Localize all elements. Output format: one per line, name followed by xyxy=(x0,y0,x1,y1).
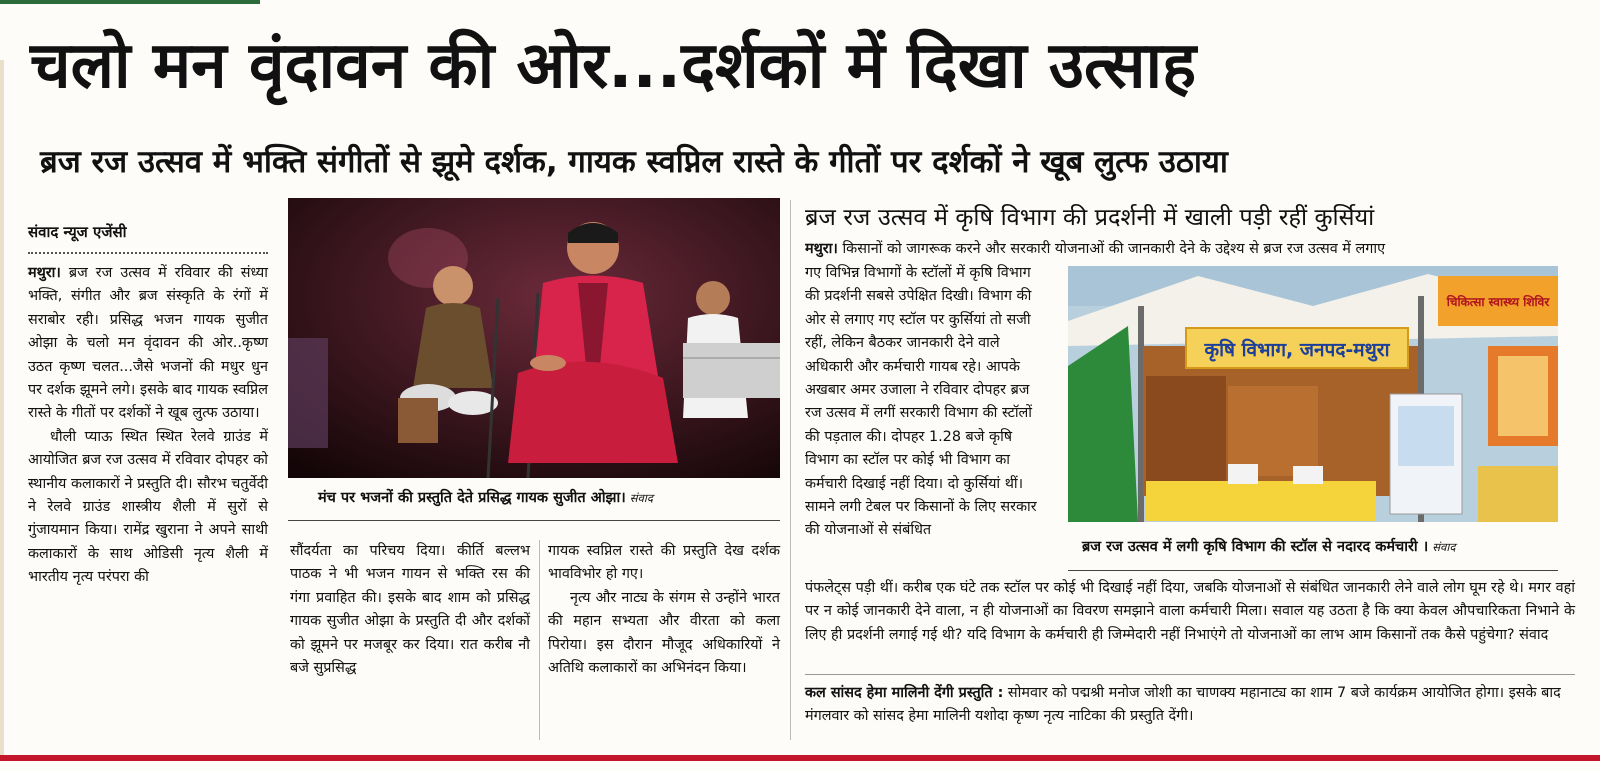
singer-photo-illustration xyxy=(288,198,780,478)
caption-divider xyxy=(288,520,780,521)
byline-divider xyxy=(28,252,268,254)
caption-text-2: ब्रज रज उत्सव में लगी कृषि विभाग की स्टॉल से नदारद कर्मचारी । xyxy=(1082,539,1429,555)
health-camp-banner-text: चिकित्सा स्वास्थ्य शिविर xyxy=(1446,295,1550,309)
byline: संवाद न्यूज एजेंसी xyxy=(28,223,127,241)
column-divider xyxy=(539,540,540,740)
article2-body: गए विभिन्न विभागों के स्टॉलों में कृषि विभाग की प्रदर्शनी सबसे उपेक्षित दिखी। विभाग की ओर से लगाए गए स्टॉल पर कुर्सियां तो सजी रहीं, लेकिन बैठकर जानकारी देने वाले अधिकारी और कर्मचारी गायब रहे। आपके अखबार अमर उजाला ने रविवार दोपहर ब्रज रज उत्सव में लगीं सरकारी विभाग की स्टॉलों की पड़ताल की। दोपहर 1.28 बजे कृषि विभाग का स्टॉल पर कोई भी विभाग का कर्मचारी दिखाई नहीं दिया। दो कुर्सियां थीं। सामने लगी टेबल पर किसानों के लिए सरकार की योजनाओं से संबंधित xyxy=(805,265,1037,539)
paragraph-1: ब्रज रज उत्सव में रविवार की संध्या भक्ति, संगीत और ब्रज संस्कृति के रंगों में सराबोर रही। प्रसिद्ध भजन गायक सुजीत ओझा के चलो मन वृंदावन की ओर..कृष्ण उठत कृष्ण चलत...जैसे भजनों की मधुर धुन पर दर्शक झूमने लगे। इसके बाद गायक स्वप्निल रास्ते के गीतों पर दर्शकों ने खूब लुत्फ उठाया। xyxy=(28,265,268,422)
article2-first-line xyxy=(805,238,1575,262)
article3-text: सोमवार को पद्मश्री मनोज जोशी का चाणक्य महानाट्य का शाम 7 बजे कार्यक्रम आयोजित होगा। इसके बाद मंगलवार को सांसद हेमा मालिनी यशोदा कृष्ण नृत्य नाटिका की प्रस्तुति देंगी। xyxy=(805,685,1561,725)
paragraph-5: नृत्य और नाट्य के संगम से उन्होंने भारत की महान सभ्यता और वीरता को कला पिरोया। इस दौरान मौजूद अधिकारियों ने अतिथि कलाकारों का अभिनंदन किया। xyxy=(548,589,780,677)
article2-wide-text: पंफलेट्स पड़ी थीं। करीब एक घंटे तक स्टॉल पर कोई भी दिखाई नहीं दिया, जबकि योजनाओं से संबंधित जानकारी लेने वाले लोग घूम रहे थे। मगर वहां पर न कोई जानकारी देने वाला, न ही योजनाओं का विवरण समझाने वाला कर्मचारी मिला। सवाल यह उठता है कि क्या केवल औपचारिकता निभाने के लिए ही प्रदर्शनी लगाई गई थी? यदि विभाग के कर्मचारी ही जिम्मेदारी नहीं निभाएंगे तो योजनाओं का लाभ आम किसानों तक कैसे पहुंचेगा? संवाद xyxy=(805,580,1575,643)
paragraph-3: सौंदर्यता का परिचय दिया। कीर्ति बल्लभ पाठक ने भी भजन गायन से भक्ति रस की गंगा प्रवाहित की। इसके बाद शाम को प्रसिद्ध गायक सुजीत ओझा के प्रस्तुति दी और दर्शकों को झूमने पर मजबूर कर दिया। रात करीब नौ बजे सुप्रसिद्ध xyxy=(290,543,530,677)
article3-divider xyxy=(805,674,1575,675)
paragraph-4: गायक स्वप्निल रास्ते की प्रस्तुति देख दर्शक भावविभोर हो गए। xyxy=(548,543,780,583)
article2-column xyxy=(805,262,1043,580)
article2-line1: किसानों को जागरूक करने और सरकारी योजनाओं की जानकारी देने के उद्देश्य से ब्रज रज उत्सव में लगाए xyxy=(842,241,1386,257)
secondary-headline: ब्रज रज उत्सव में कृषि विभाग की प्रदर्शनी में खाली पड़ी रहीं कुर्सियां xyxy=(805,203,1375,231)
article-column-1 xyxy=(28,262,268,742)
article-column-3 xyxy=(548,540,780,740)
caption-credit: संवाद xyxy=(629,491,654,505)
caption-text: मंच पर भजनों की प्रस्तुति देते प्रसिद्ध गायक सुजीत ओझा। xyxy=(318,490,626,506)
stall-photo xyxy=(1068,266,1558,522)
paragraph-2: धौली प्याऊ स्थित स्थित रेलवे ग्राउंड में आयोजित ब्रज रज उत्सव में रविवार दोपहर को स्थानीय कलाकारों ने प्रस्तुति दी। सौरभ चतुर्वेदी ने रेलवे ग्राउंड शास्त्रीय शैली में सुरों से गुंजायमान किया। रामेंद्र खुराना ने अपने साथी कलाकारों के साथ ओडिसी नृत्य शैली में भारतीय नृत्य परंपरा की xyxy=(28,428,268,586)
stall-banner-text: कृषि विभाग, जनपद-मथुरा xyxy=(1204,339,1390,361)
agriculture-stall-illustration xyxy=(1068,266,1558,522)
bottom-accent-bar xyxy=(0,755,1600,761)
article2-wide-column xyxy=(805,577,1575,673)
section-divider xyxy=(790,200,791,740)
caption-credit-2: संवाद xyxy=(1432,540,1456,554)
photo-caption-1 xyxy=(318,487,788,511)
main-headline: चलो मन वृंदावन की ओर...दर्शकों में दिखा उत्साह xyxy=(30,29,1197,103)
article-column-2 xyxy=(290,540,530,740)
article3-kicker: कल सांसद हेमा मालिनी देंगी प्रस्तुति : xyxy=(805,685,1004,701)
top-accent-bar xyxy=(0,0,260,4)
dateline-2: मथुरा। xyxy=(805,241,838,257)
dateline: मथुरा। xyxy=(28,265,61,281)
stage-performance-photo xyxy=(288,198,780,478)
page-edge xyxy=(0,60,4,760)
photo-caption-2 xyxy=(1082,536,1562,560)
sub-headline: ब्रज रज उत्सव में भक्ति संगीतों से झूमे दर्शक, गायक स्वप्निल रास्ते के गीतों पर दर्शकों ने खूब लुत्फ उठाया xyxy=(40,144,1228,180)
article3 xyxy=(805,682,1575,738)
caption-divider-2 xyxy=(1068,570,1558,571)
